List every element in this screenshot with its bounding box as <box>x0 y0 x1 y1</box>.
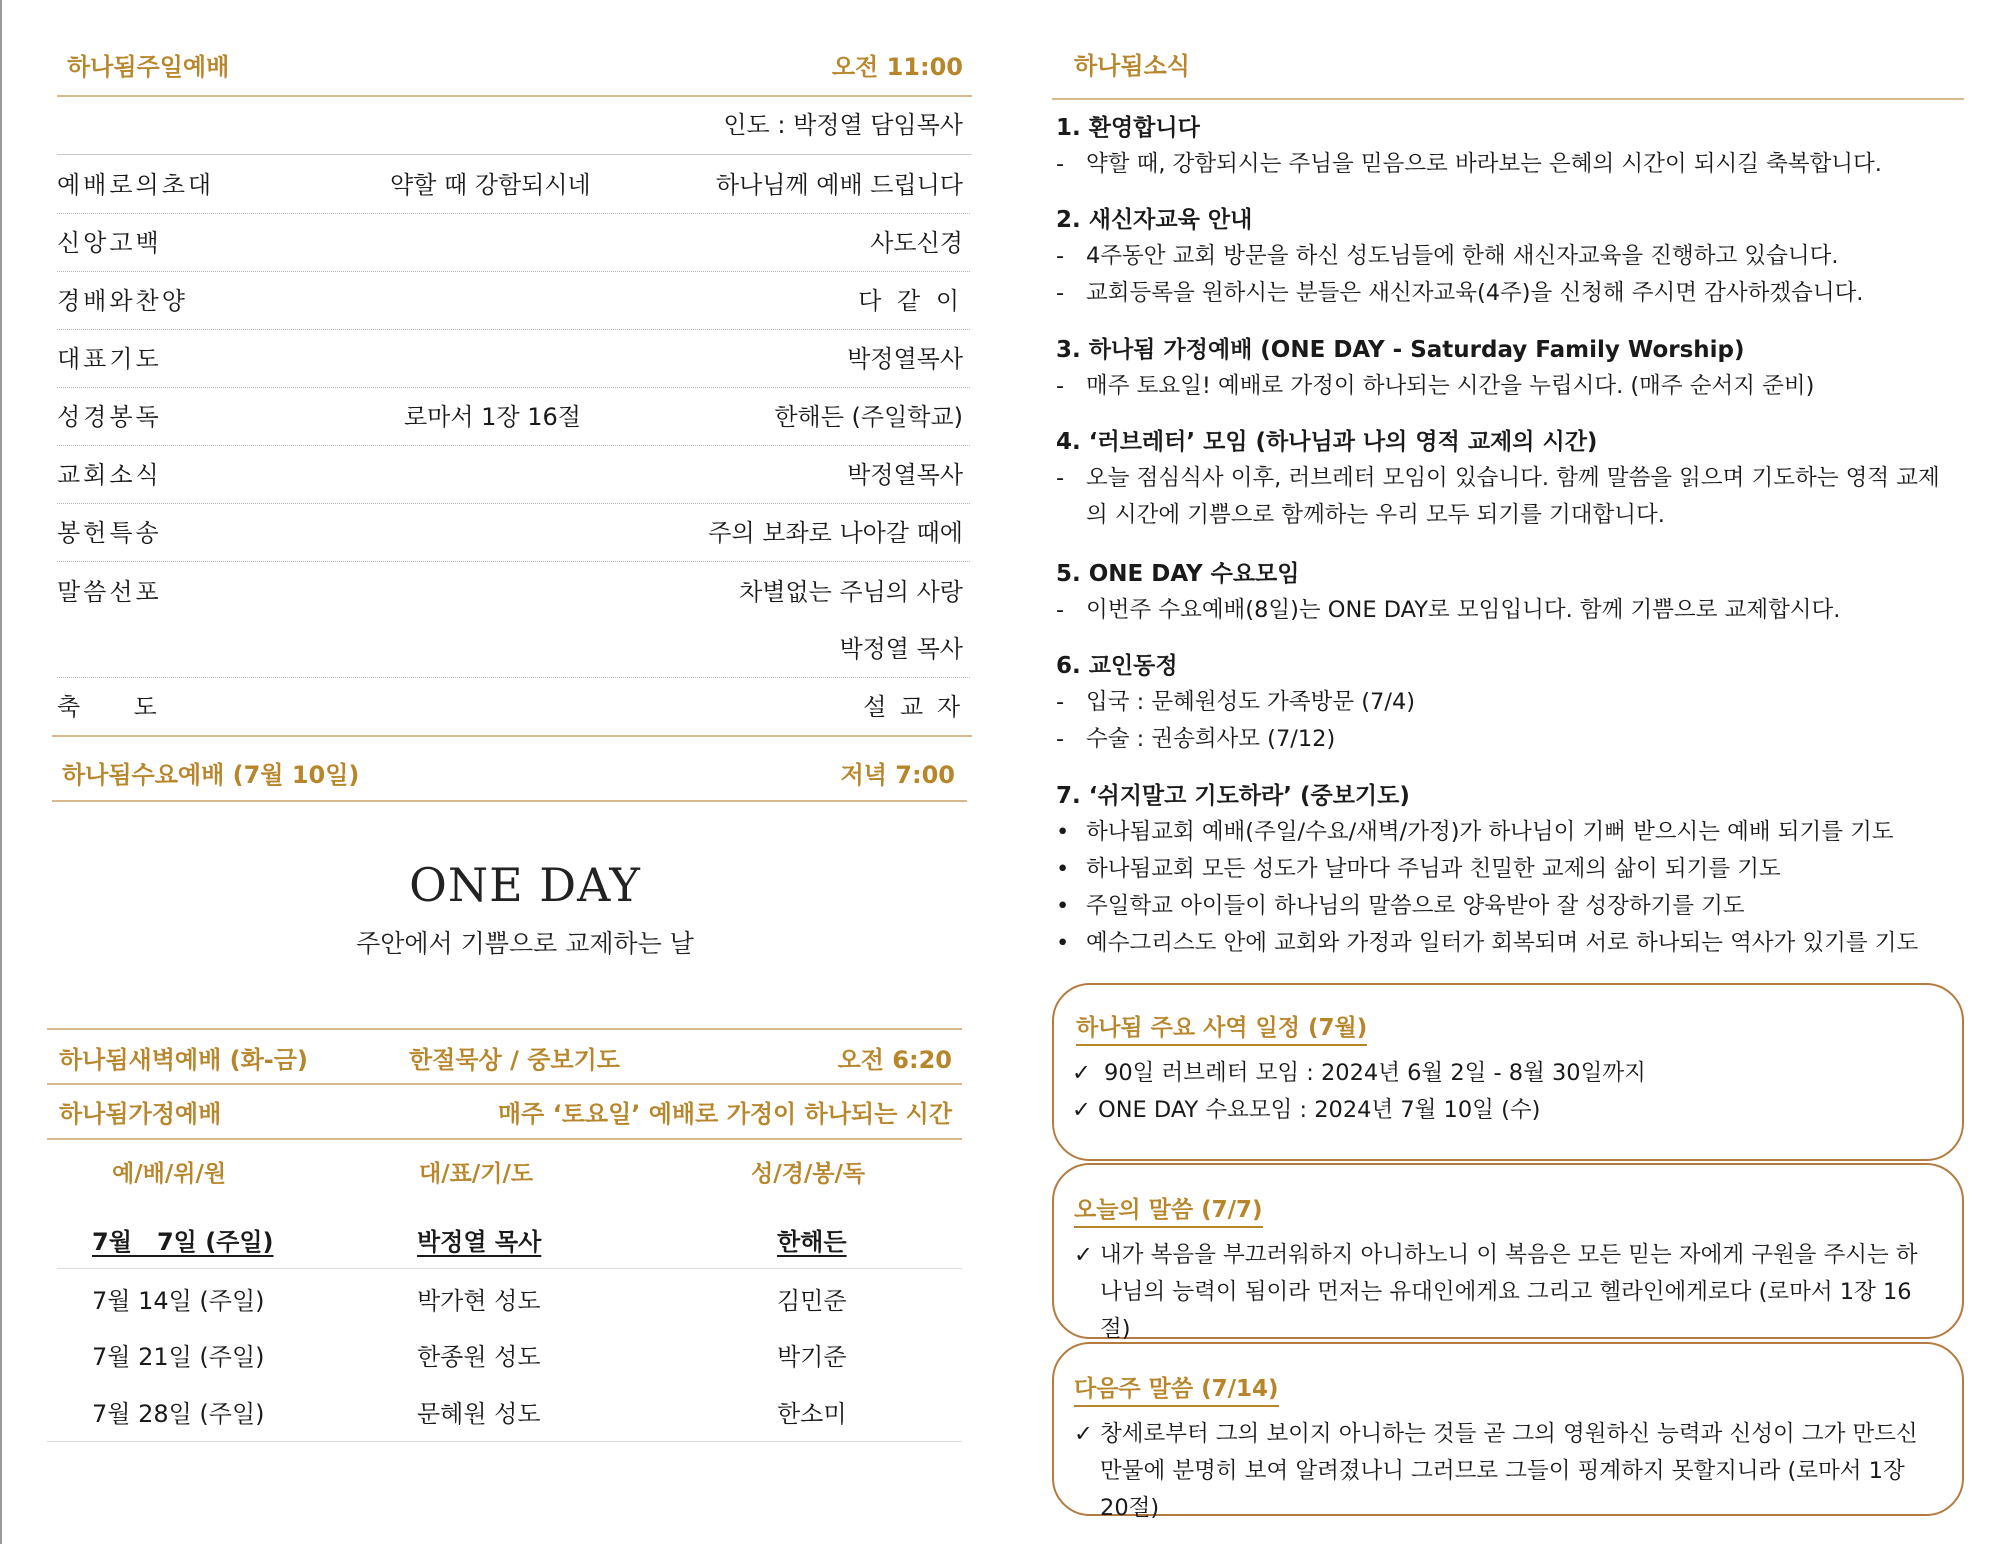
dawn-service-detail: 한절묵상 / 중보기도 <box>409 1045 620 1074</box>
dawn-service-title: 하나됨새벽예배 (화-금) <box>59 1045 308 1074</box>
news-item <box>1056 110 1956 183</box>
dash-bullet: - <box>1056 243 1065 269</box>
news-text: 수술 : 권송희사모 (7/12) <box>1086 726 1336 752</box>
news-title: 하나됨소식 <box>1074 52 1190 80</box>
dawn-service-time: 오전 6:20 <box>837 1045 952 1074</box>
news-line <box>1056 721 1956 758</box>
service-row <box>57 218 963 268</box>
row-divider <box>57 213 970 214</box>
check-icon: ✓ <box>1074 1421 1093 1447</box>
service-row-detail: 약할 때 강함되시네 <box>390 171 591 199</box>
news-text: 오늘 점심식사 이후, 러브레터 모임이 있습니다. 함께 말씀을 읽으며 기도하는 영적 교제의 시간에 기쁨으로 함께하는 우리 모두 되기를 기대합니다. <box>1086 465 1940 528</box>
news-item <box>1056 556 1956 629</box>
dash-bullet: - <box>1056 280 1065 306</box>
box-text: 90일 러브레터 모임 : 2024년 6월 2일 - 8월 30일까지 <box>1104 1060 1646 1086</box>
service-row <box>57 160 963 210</box>
service-row-name: 봉헌특송 <box>57 519 162 547</box>
service-row <box>57 392 963 442</box>
news-text: 입국 : 문혜원성도 가족방문 (7/4) <box>1086 689 1416 715</box>
news-heading: 6. 교인동정 <box>1056 653 1178 679</box>
row-divider <box>57 561 970 562</box>
box-text: 내가 복음을 부끄러워하지 아니하노니 이 복음은 모든 믿는 자에게 구원을 주시는 하나님의 능력이 됨이라 먼저는 유대인에게요 그리고 헬라인에게로다 (로마서 1장 16절) <box>1100 1242 1918 1342</box>
news-line <box>1056 925 1956 962</box>
news-line <box>1056 684 1956 721</box>
roster-reading: 한소미 <box>777 1400 847 1428</box>
roster-date: 7월 14일 (주일) <box>92 1287 265 1315</box>
news-item <box>1056 332 1956 405</box>
dot-bullet: • <box>1056 930 1070 956</box>
todays-word-box <box>1052 1163 1964 1342</box>
dot-bullet: • <box>1056 856 1070 882</box>
roster-prayer: 한종원 성도 <box>417 1343 541 1371</box>
news-line <box>1056 851 1956 888</box>
box-line <box>1072 1092 1932 1129</box>
news-line <box>1056 460 1956 534</box>
news-text: 약할 때, 강함되시는 주님을 믿음으로 바라보는 은혜의 시간이 되시길 축복합니다. <box>1086 151 1882 177</box>
roster-prayer: 문혜원 성도 <box>417 1400 541 1428</box>
service-row-value: 설 교 자 <box>863 693 963 721</box>
service-row <box>57 334 963 384</box>
news-heading: 5. ONE DAY 수요모임 <box>1056 561 1300 587</box>
sunday-service-header <box>67 44 963 84</box>
family-service-desc: 매주 ‘토요일’ 예배로 가정이 하나되는 시간 <box>497 1099 952 1128</box>
news-item <box>1056 648 1956 758</box>
wednesday-service-time: 저녁 7:00 <box>840 760 955 789</box>
news-item <box>1056 202 1956 312</box>
check-icon: ✓ <box>1074 1242 1093 1268</box>
service-row-detail: 로마서 1장 16절 <box>404 403 581 431</box>
news-line <box>1056 592 1956 629</box>
service-leader: 인도 : 박정열 담임목사 <box>723 111 963 139</box>
roster-date: 7월 28일 (주일) <box>92 1400 265 1428</box>
service-row-name: 신앙고백 <box>57 229 162 257</box>
divider <box>47 1138 962 1140</box>
service-row-value: 하나님께 예배 드립니다 <box>715 171 963 199</box>
roster-date: 7월 7일 (주일) <box>92 1228 274 1256</box>
box-text: 창세로부터 그의 보이지 아니하는 것들 곧 그의 영원하신 능력과 신성이 그가 만드신 만물에 분명히 보여 알려졌나니 그러므로 그들이 핑계하지 못할지니라 (로마서 1장 20절) <box>1100 1421 1918 1521</box>
box-line <box>1072 1055 1932 1092</box>
service-row <box>57 682 963 732</box>
roster-header: 대/표/기/도 <box>419 1161 534 1187</box>
wednesday-service-title: 하나됨수요예배 (7월 10일) <box>62 760 360 789</box>
row-divider <box>57 329 970 330</box>
news-heading: 7. ‘쉬지말고 기도하라’ (중보기도) <box>1056 783 1410 809</box>
service-row-name: 예배로의초대 <box>57 171 215 199</box>
divider <box>47 1083 962 1085</box>
news-heading: 1. 환영합니다 <box>1056 115 1200 141</box>
roster-header: 예/배/위/원 <box>112 1161 227 1187</box>
divider <box>57 95 972 97</box>
service-row-name: 대표기도 <box>57 345 162 373</box>
service-row-value: 박정열목사 <box>847 461 963 489</box>
service-row <box>57 508 963 558</box>
check-icon: ✓ <box>1072 1097 1091 1123</box>
news-item <box>1056 424 1956 534</box>
schedule-box <box>1052 983 1964 1161</box>
row-divider <box>57 503 970 504</box>
family-service-title: 하나됨가정예배 <box>59 1099 222 1128</box>
leader-row <box>57 100 963 150</box>
dash-bullet: - <box>1056 151 1065 177</box>
news-heading: 2. 새신자교육 안내 <box>1056 207 1253 233</box>
row-divider <box>57 677 970 678</box>
roster-reading: 김민준 <box>777 1287 847 1315</box>
service-row-value: 한해든 (주일학교) <box>774 403 963 431</box>
wednesday-service-header <box>62 752 955 792</box>
dawn-service-header <box>59 1036 952 1078</box>
dot-bullet: • <box>1056 893 1070 919</box>
service-row <box>57 567 963 617</box>
roster-date: 7월 21일 (주일) <box>92 1343 265 1371</box>
roster-reading: 박기준 <box>777 1343 847 1371</box>
news-text: 교회등록을 원하시는 분들은 새신자교육(4주)을 신청해 주시면 감사하겠습니다. <box>1086 280 1864 306</box>
news-line <box>1056 146 1956 183</box>
service-row-name: 경배와찬양 <box>57 287 188 315</box>
service-row-name: 성경봉독 <box>57 403 162 431</box>
sunday-service-title: 하나됨주일예배 <box>67 52 230 81</box>
dash-bullet: - <box>1056 726 1065 752</box>
check-icon: ✓ <box>1072 1060 1091 1086</box>
news-line <box>1056 275 1956 312</box>
news-text: 하나됨교회 모든 성도가 날마다 주님과 친밀한 교제의 삶이 되기를 기도 <box>1086 856 1781 882</box>
service-row <box>57 276 963 326</box>
divider <box>1052 98 1964 100</box>
news-text: 주일학교 아이들이 하나님의 말씀으로 양육받아 잘 성장하기를 기도 <box>1086 893 1745 919</box>
news-item <box>1056 778 1956 962</box>
news-text: 4주동안 교회 방문을 하신 성도님들에 한해 새신자교육을 진행하고 있습니다. <box>1086 243 1839 269</box>
service-row-value: 차별없는 주님의 사랑 <box>739 578 963 606</box>
news-text: 예수그리스도 안에 교회와 가정과 일터가 회복되며 서로 하나되는 역사가 있기를 기도 <box>1086 930 1919 956</box>
dash-bullet: - <box>1056 597 1065 623</box>
news-heading: 3. 하나됨 가정예배 (ONE DAY - Saturday Family Worship) <box>1056 337 1745 363</box>
service-row <box>57 624 963 674</box>
divider <box>47 1028 962 1030</box>
row-divider <box>47 1441 962 1442</box>
next-week-word-box <box>1052 1342 1964 1521</box>
news-line <box>1056 368 1956 405</box>
box-text: ONE DAY 수요모임 : 2024년 7월 10일 (수) <box>1098 1097 1541 1123</box>
box-title: 다음주 말씀 (7/14) <box>1074 1370 1279 1407</box>
box-line <box>1074 1416 1930 1527</box>
divider <box>57 154 972 155</box>
oneday-title: ONE DAY <box>409 858 641 912</box>
row-divider <box>57 271 970 272</box>
service-row-value: 다 같 이 <box>858 287 963 315</box>
dot-bullet: • <box>1056 819 1070 845</box>
oneday-subtitle: 주안에서 기쁨으로 교제하는 날 <box>356 929 694 958</box>
service-row-value: 주의 보좌로 나아갈 때에 <box>708 519 963 547</box>
news-line <box>1056 238 1956 275</box>
service-row-value: 박정열 목사 <box>839 635 963 663</box>
dash-bullet: - <box>1056 689 1065 715</box>
roster-header: 성/경/봉/독 <box>751 1161 866 1187</box>
divider <box>52 800 967 802</box>
news-text: 이번주 수요예배(8일)는 ONE DAY로 모임입니다. 함께 기쁨으로 교제합시다. <box>1086 597 1841 623</box>
box-title: 하나됨 주요 사역 일정 (7월) <box>1076 1009 1367 1046</box>
box-title: 오늘의 말씀 (7/7) <box>1074 1191 1263 1228</box>
box-line <box>1074 1237 1930 1348</box>
news-text: 매주 토요일! 예배로 가정이 하나되는 시간을 누립시다. (매주 순서지 준비) <box>1086 373 1815 399</box>
news-line <box>1056 814 1956 851</box>
news-heading: 4. ‘러브레터’ 모임 (하나님과 나의 영적 교제의 시간) <box>1056 429 1598 455</box>
row-divider <box>57 445 970 446</box>
news-line <box>1056 888 1956 925</box>
roster-prayer: 박가현 성도 <box>417 1287 541 1315</box>
service-row-name: 말씀선포 <box>57 578 162 606</box>
roster-prayer: 박정열 목사 <box>417 1228 542 1256</box>
divider <box>52 735 972 737</box>
dash-bullet: - <box>1056 465 1065 491</box>
service-row-name: 교회소식 <box>57 461 162 489</box>
service-row-name: 축 도 <box>57 693 157 721</box>
service-row-value: 박정열목사 <box>847 345 963 373</box>
row-divider <box>57 1268 962 1269</box>
service-row-value: 사도신경 <box>870 229 963 257</box>
row-divider <box>57 387 970 388</box>
page-edge <box>0 0 2 1544</box>
roster-reading: 한해든 <box>777 1228 847 1256</box>
news-text: 하나됨교회 예배(주일/수요/새벽/가정)가 하나님이 기뻐 받으시는 예배 되기를 기도 <box>1086 819 1894 845</box>
dash-bullet: - <box>1056 373 1065 399</box>
service-row <box>57 450 963 500</box>
sunday-service-time: 오전 11:00 <box>831 52 963 81</box>
family-service-header <box>59 1090 952 1132</box>
